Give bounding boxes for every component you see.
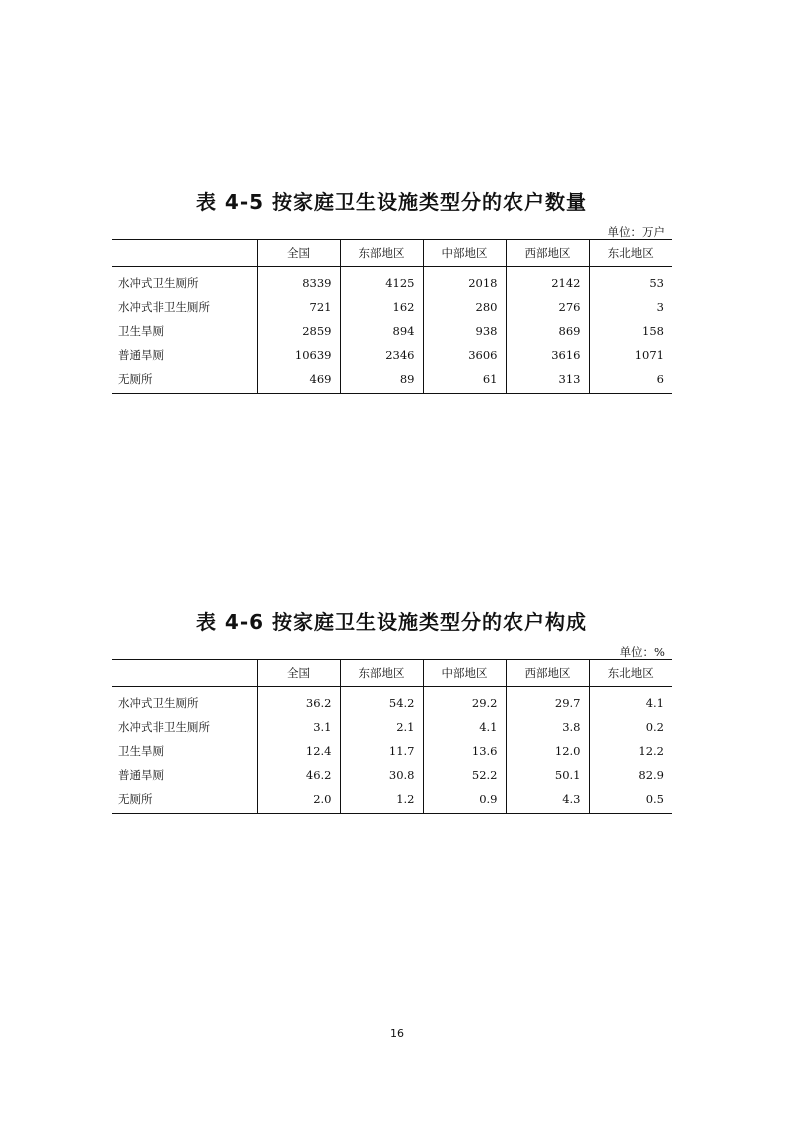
header-cell: 中部地区 — [423, 240, 506, 267]
table-row — [112, 343, 672, 367]
table-cell: 2142 — [506, 267, 589, 296]
table-cell: 12.0 — [506, 739, 589, 763]
unit-label: 单位：% — [619, 645, 665, 659]
table-row — [112, 687, 672, 716]
table-block-4-5 — [112, 186, 671, 394]
page-number: 16 — [390, 1027, 404, 1040]
table-cell: 2.1 — [340, 715, 423, 739]
table-row — [112, 295, 672, 319]
header-cell: 东北地区 — [589, 660, 672, 687]
table-block-4-6 — [112, 606, 671, 814]
table-cell: 0.9 — [423, 787, 506, 814]
table-row — [112, 763, 672, 787]
table-cell: 3.8 — [506, 715, 589, 739]
table-row — [112, 715, 672, 739]
table-row — [112, 319, 672, 343]
table-cell: 2859 — [257, 319, 340, 343]
table-cell: 12.2 — [589, 739, 672, 763]
table-cell: 3616 — [506, 343, 589, 367]
table-row — [112, 739, 672, 763]
row-label: 无厕所 — [112, 367, 257, 394]
table-row — [112, 367, 672, 394]
header-cell — [112, 660, 257, 687]
unit-label: 单位：万户 — [607, 225, 665, 239]
row-label: 普通旱厕 — [118, 768, 164, 782]
header-cell: 东北地区 — [589, 240, 672, 267]
row-label: 卫生旱厕 — [118, 324, 164, 338]
table-cell: 869 — [506, 319, 589, 343]
table-cell: 11.7 — [340, 739, 423, 763]
data-table — [112, 239, 672, 394]
table-cell: 0.5 — [589, 787, 672, 814]
table-cell: 53 — [589, 267, 672, 296]
table-cell: 36.2 — [257, 687, 340, 716]
table-cell: 4.1 — [423, 715, 506, 739]
header-cell — [112, 240, 257, 267]
table-cell: 1.2 — [340, 787, 423, 814]
table-cell: 3 — [589, 295, 672, 319]
table-cell: 2.0 — [257, 787, 340, 814]
table-cell: 3606 — [423, 343, 506, 367]
table-cell: 10639 — [257, 343, 340, 367]
table-cell: 6 — [589, 367, 672, 394]
header-row — [112, 240, 672, 267]
row-label: 水冲式卫生厕所 — [118, 276, 199, 290]
row-label: 水冲式非卫生厕所 — [118, 300, 210, 314]
header-cell: 西部地区 — [506, 660, 589, 687]
table-cell: 89 — [340, 367, 423, 394]
table-title: 表 4-6 按家庭卫生设施类型分的农户构成 — [195, 610, 588, 634]
table-cell: 894 — [340, 319, 423, 343]
table-cell: 313 — [506, 367, 589, 394]
header-cell: 东部地区 — [340, 660, 423, 687]
table-cell: 4.3 — [506, 787, 589, 814]
table-cell: 50.1 — [506, 763, 589, 787]
header-cell: 东部地区 — [340, 240, 423, 267]
table-cell: 4.1 — [589, 687, 672, 716]
header-cell: 中部地区 — [423, 660, 506, 687]
table-cell: 469 — [257, 367, 340, 394]
table-cell: 2018 — [423, 267, 506, 296]
table-cell: 280 — [423, 295, 506, 319]
header-cell: 全国 — [257, 660, 340, 687]
table-cell: 13.6 — [423, 739, 506, 763]
table-cell: 158 — [589, 319, 672, 343]
table-cell: 52.2 — [423, 763, 506, 787]
table-cell: 12.4 — [257, 739, 340, 763]
table-cell: 276 — [506, 295, 589, 319]
row-label: 无厕所 — [112, 787, 257, 814]
table-cell: 8339 — [257, 267, 340, 296]
table-cell: 46.2 — [257, 763, 340, 787]
row-label: 水冲式非卫生厕所 — [118, 720, 210, 734]
data-table — [112, 659, 672, 814]
table-cell: 3.1 — [257, 715, 340, 739]
table-cell: 30.8 — [340, 763, 423, 787]
header-row — [112, 660, 672, 687]
table-row — [112, 267, 672, 296]
table-cell: 29.7 — [506, 687, 589, 716]
table-cell: 54.2 — [340, 687, 423, 716]
table-cell: 721 — [257, 295, 340, 319]
row-label: 水冲式卫生厕所 — [118, 696, 199, 710]
table-cell: 1071 — [589, 343, 672, 367]
table-row — [112, 787, 672, 814]
table-cell: 938 — [423, 319, 506, 343]
row-label: 卫生旱厕 — [118, 744, 164, 758]
table-title: 表 4-5 按家庭卫生设施类型分的农户数量 — [195, 190, 588, 214]
row-label: 普通旱厕 — [118, 348, 164, 362]
table-cell: 0.2 — [589, 715, 672, 739]
table-cell: 29.2 — [423, 687, 506, 716]
table-cell: 2346 — [340, 343, 423, 367]
table-cell: 4125 — [340, 267, 423, 296]
table-cell: 162 — [340, 295, 423, 319]
header-cell: 西部地区 — [506, 240, 589, 267]
table-cell: 61 — [423, 367, 506, 394]
table-cell: 82.9 — [589, 763, 672, 787]
header-cell: 全国 — [257, 240, 340, 267]
